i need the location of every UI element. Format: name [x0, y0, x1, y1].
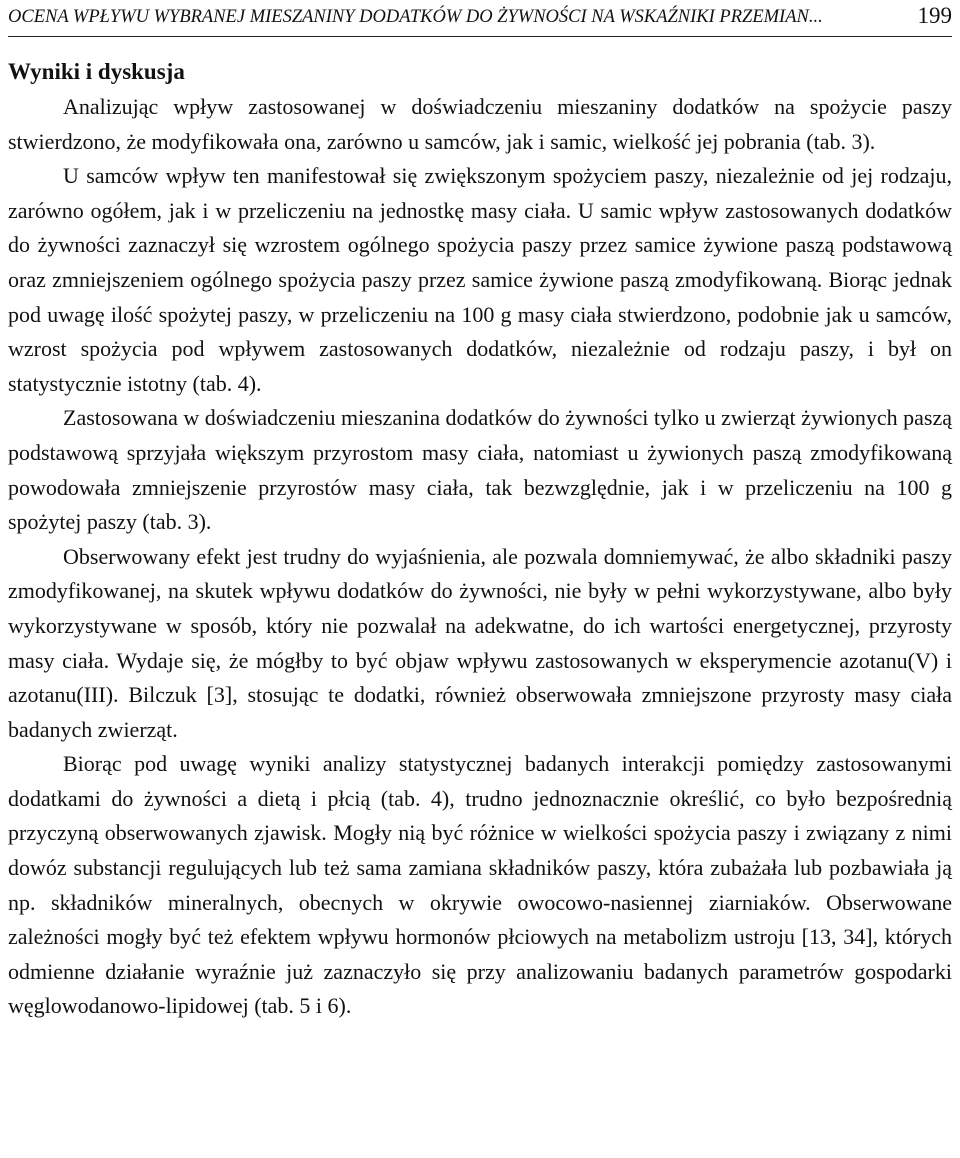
paragraph: Biorąc pod uwagę wyniki analizy statystycznej badanych interakcji pomiędzy zastosowanymi dodatkami do żywności a dietą i płcią (tab. 4), trudno jednoznacznie określić, co było bezpośrednią przyczyną obserwowanych zjawisk. Mogły nią być różnice w wielkości spożycia paszy i związany z nimi dowóz substancji regulujących lub też sama zamiana składników paszy, która zubażała lub pozbawiała ją np. składników mineralnych, obecnych w okrywie owocowo-nasiennej ziarniaków. Obserwowane zależności mogły być też efektem wpływu hormonów płciowych na metabolizm ustroju [13, 34], których odmienne działanie wyraźnie już zaznaczyło się przy analizowaniu badanych parametrów gospodarki węglowodanowo-lipidowej (tab. 5 i 6). [8, 751, 952, 1019]
running-header [8, 0, 952, 37]
paragraph: Obserwowany efekt jest trudny do wyjaśnienia, ale pozwala domniemywać, że albo składniki paszy zmodyfikowanej, na skutek wpływu dodatków do żywności, nie były w pełni wykorzystywane, albo były wykorzystywane w sposób, który nie pozwalał na adekwatne, do ich wartości energetycznej, przyrosty masy ciała. Wydaje się, że mógłby to być objaw wpływu zastosowanych w eksperymencie azotanu(V) i azotanu(III). Bilczuk [3], stosując te dodatki, również obserwowała zmniejszone przyrosty masy ciała badanych zwierząt. [8, 543, 952, 742]
section-heading: Wyniki i dyskusja [8, 59, 185, 84]
paragraph: U samców wpływ ten manifestował się zwiększonym spożyciem paszy, niezależnie od jej rodzaju, zarówno ogółem, jak i w przeliczeniu na jednostkę masy ciała. U samic wpływ zastosowanych dodatków do żywności zaznaczył się wzrostem ogólnego spożycia paszy przez samice żywione paszą podstawową oraz zmniejszeniem ogólnego spożycia paszy przez samice żywione paszą zmodyfikowaną. Biorąc jednak pod uwagę ilość spożytej paszy, w przeliczeniu na 100 g masy ciała stwierdzono, podobnie jak u samców, wzrost spożycia pod wpływem zastosowanych dodatków, niezależnie od rodzaju paszy, i był on statystycznie istotny (tab. 4). [8, 163, 952, 396]
paragraph: Analizując wpływ zastosowanej w doświadczeniu mieszaniny dodatków na spożycie paszy stwierdzono, że modyfikowała ona, zarówno u samców, jak i samic, wielkość jej pobrania (tab. 3). [8, 94, 952, 154]
page-number: 199 [917, 3, 952, 28]
running-title: OCENA WPŁYWU WYBRANEJ MIESZANINY DODATKÓW DO ŻYWNOŚCI NA WSKAŹNIKI PRZEMIAN... [8, 7, 823, 27]
page [8, 0, 952, 1024]
paragraph: Zastosowana w doświadczeniu mieszanina dodatków do żywności tylko u zwierząt żywionych paszą podstawową sprzyjała większym przyrostom masy ciała, natomiast u żywionych paszą zmodyfikowaną powodowała zmniejszenie przyrostów masy ciała, tak bezwzględnie, jak i w przeliczeniu na 100 g spożytej paszy (tab. 3). [8, 405, 952, 535]
body-text [8, 90, 952, 1024]
